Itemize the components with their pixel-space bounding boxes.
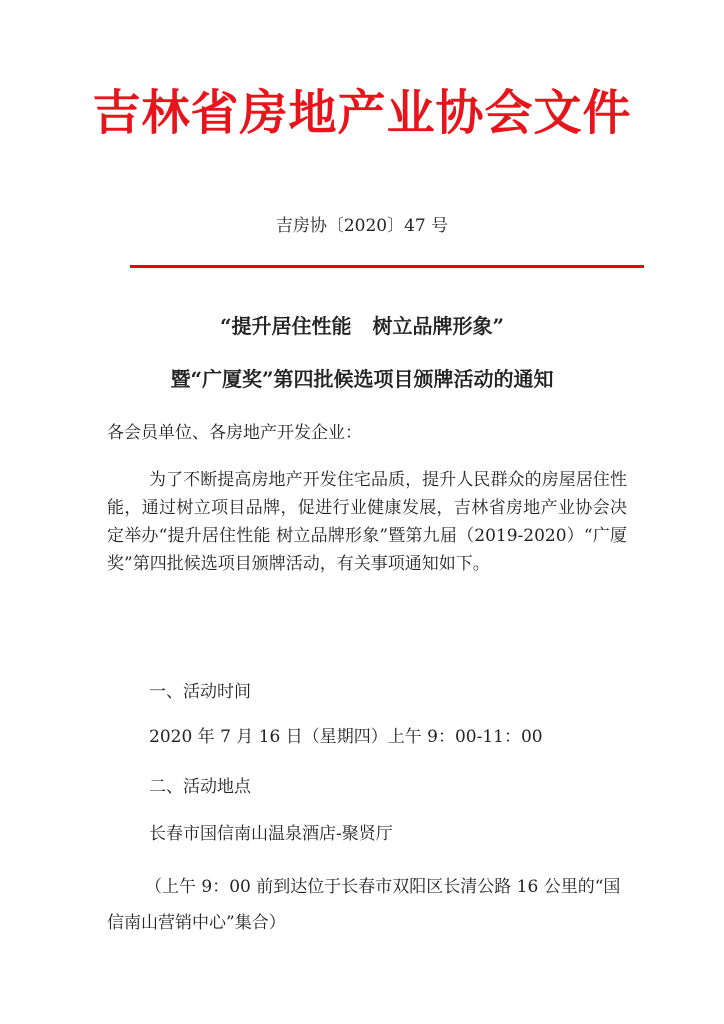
document-number: 吉房协〔2020〕47 号 — [275, 216, 449, 236]
activity-location: 长春市国信南山温泉酒店-聚贤厅 — [149, 824, 393, 844]
intro-paragraph: 为了不断提高房地产开发住宅品质，提升人民群众的房屋居住性能，通过树立项目品牌，促进行业健康发展，吉林省房地产业协会决定举办“提升居住性能 树立品牌形象”暨第九届（2019-2020）“广厦奖”第四批候选项目颁牌活动，有关事项通知如下。 — [107, 470, 627, 574]
section-heading-time: 一、活动时间 — [149, 682, 251, 702]
notice-title-line-2: 暨“广厦奖”第四批候选项目颁牌活动的通知 — [170, 367, 554, 391]
notice-title-line-1: “提升居住性能 树立品牌形象” — [220, 314, 504, 338]
org-header-title: 吉林省房地产业协会文件 — [92, 85, 632, 141]
gathering-note: （上午 9：00 前到达位于长春市双阳区长清公路 16 公里的“国信南山营销中心”集合） — [107, 877, 621, 933]
section-heading-location: 二、活动地点 — [149, 777, 251, 797]
red-divider-line — [130, 265, 644, 268]
activity-time: 2020 年 7 月 16 日（星期四）上午 9：00-11：00 — [149, 727, 543, 747]
salutation: 各会员单位、各房地产开发企业： — [107, 423, 362, 443]
